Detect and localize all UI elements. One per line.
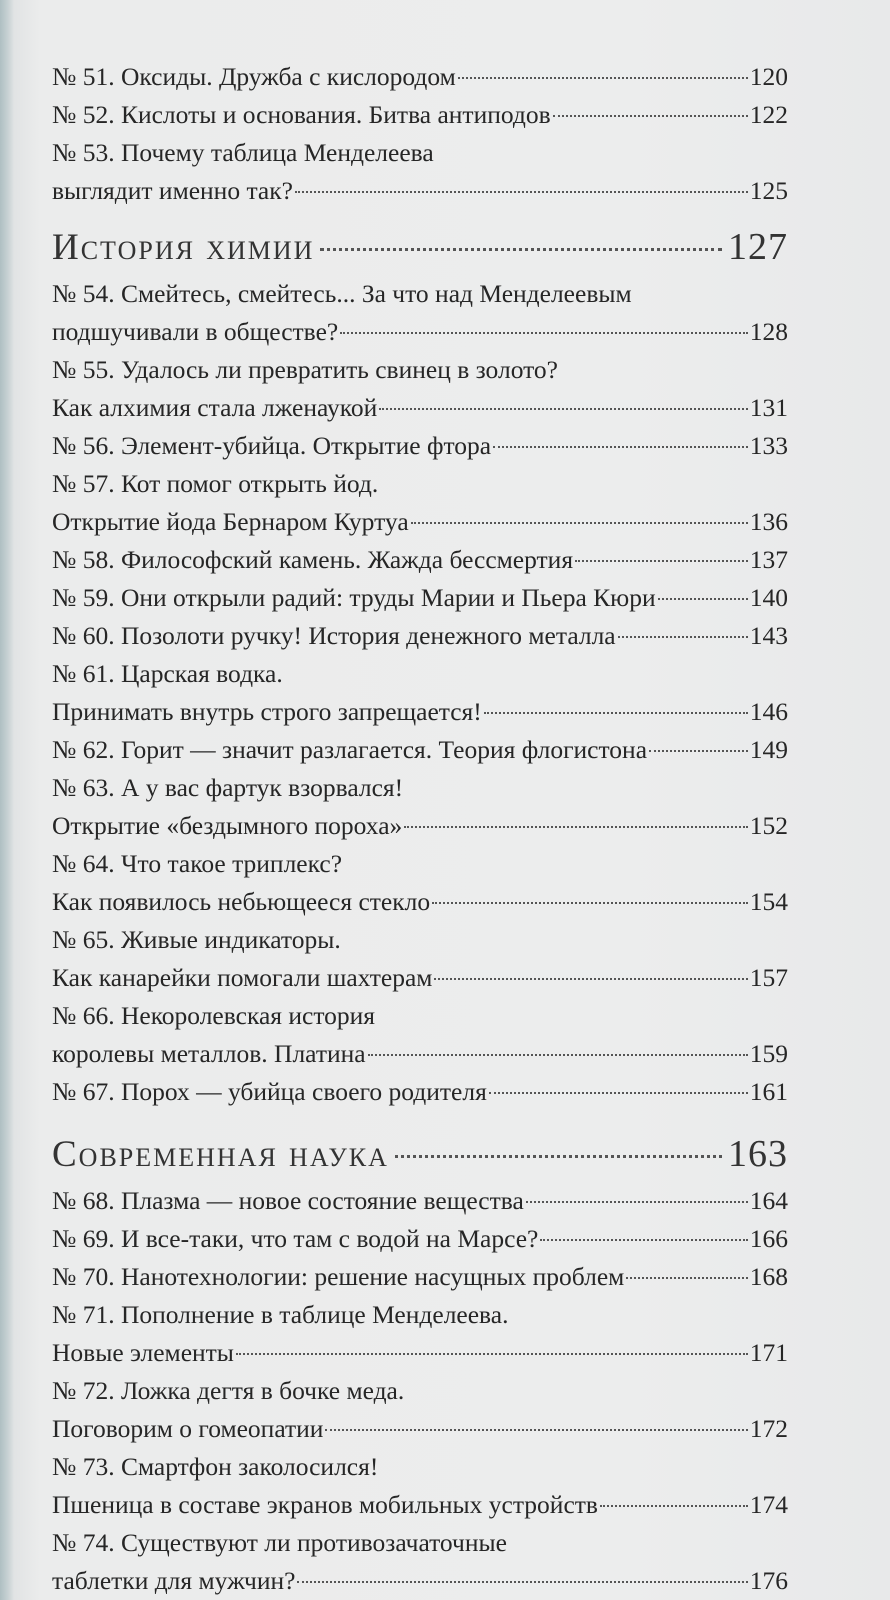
- toc-entry[interactable]: [52, 1296, 788, 1372]
- entry-title-line: № 66. Некоролевская история: [52, 1001, 376, 1030]
- entry-title-line: № 73. Смартфон заколосился!: [52, 1452, 379, 1481]
- toc-entry[interactable]: [52, 351, 788, 427]
- toc-entry[interactable]: [52, 579, 788, 617]
- page-number: 149: [749, 735, 788, 764]
- page-number: 157: [749, 963, 788, 992]
- leader-dots: [297, 1581, 747, 1583]
- page-number: 143: [749, 621, 788, 650]
- toc-entry[interactable]: [52, 96, 788, 134]
- entry-title: выглядит именно так?: [52, 176, 293, 205]
- leader-dots: [658, 598, 748, 600]
- toc-entry[interactable]: [52, 1073, 788, 1111]
- leader-dots: [618, 636, 748, 638]
- page-number: 164: [749, 1186, 788, 1215]
- entry-title: Как канарейки помогали шахтерам: [52, 963, 433, 992]
- entry-title: Как алхимия стала лженаукой: [52, 393, 378, 422]
- page-number: 152: [749, 811, 788, 840]
- leader-dots: [575, 560, 748, 562]
- toc-entry[interactable]: [52, 1220, 788, 1258]
- toc-entry[interactable]: [52, 465, 788, 541]
- leader-dots: [395, 1155, 722, 1158]
- toc-entry[interactable]: [52, 845, 788, 921]
- entry-title-line: № 55. Удалось ли превратить свинец в золото?: [52, 355, 558, 384]
- page-number: 159: [749, 1039, 788, 1068]
- toc-entry[interactable]: [52, 275, 788, 351]
- entry-title: № 68. Плазма — новое состояние вещества: [52, 1186, 524, 1215]
- leader-dots: [526, 1201, 748, 1203]
- leader-dots: [649, 750, 748, 752]
- page-number: 133: [749, 431, 788, 460]
- leader-dots: [540, 1239, 747, 1241]
- toc-entry[interactable]: [52, 921, 788, 997]
- entry-title: Открытие «бездымного пороха»: [52, 811, 403, 840]
- leader-dots: [236, 1353, 748, 1355]
- page-number: 140: [749, 583, 788, 612]
- leader-dots: [295, 191, 748, 193]
- toc-entry[interactable]: [52, 58, 788, 96]
- toc-entry[interactable]: [52, 1182, 788, 1220]
- leader-dots: [600, 1505, 748, 1507]
- section-page-number: 163: [728, 1133, 788, 1175]
- entry-title: Как появилось небьющееся стекло: [52, 887, 431, 916]
- section-title: История химии: [52, 227, 315, 268]
- page-edge: [0, 0, 14, 1600]
- page-number: 120: [749, 62, 788, 91]
- entry-title-line: № 53. Почему таблица Менделеева: [52, 138, 434, 167]
- toc-entry[interactable]: [52, 769, 788, 845]
- page-number: 161: [749, 1077, 788, 1106]
- leader-dots: [484, 712, 748, 714]
- entry-title-line: № 71. Пополнение в таблице Менделеева.: [52, 1300, 509, 1329]
- toc-entry[interactable]: [52, 617, 788, 655]
- toc-group-c: [52, 1182, 788, 1600]
- entry-title-line: № 61. Царская водка.: [52, 659, 283, 688]
- toc-entry[interactable]: [52, 731, 788, 769]
- entry-title-line: № 72. Ложка дегтя в бочке меда.: [52, 1376, 405, 1405]
- toc-entry[interactable]: [52, 427, 788, 465]
- toc-entry[interactable]: [52, 655, 788, 731]
- toc-group-a: [52, 58, 788, 210]
- entry-title: № 59. Они открыли радий: труды Марии и Пьера Кюри: [52, 583, 656, 612]
- entry-title-line: № 65. Живые индикаторы.: [52, 925, 341, 954]
- entry-title: № 58. Философский камень. Жажда бессмертия: [52, 545, 574, 574]
- entry-title: Новые элементы: [52, 1338, 234, 1367]
- entry-title: королевы металлов. Платина: [52, 1039, 366, 1068]
- entry-title: № 56. Элемент-убийца. Открытие фтора: [52, 431, 492, 460]
- entry-title: таблетки для мужчин?: [52, 1566, 296, 1595]
- entry-title: № 70. Нанотехнологии: решение насущных проблем: [52, 1262, 625, 1291]
- leader-dots: [432, 902, 748, 904]
- page-number: 154: [749, 887, 788, 916]
- entry-title: Принимать внутрь строго запрещается!: [52, 697, 482, 726]
- page-number: 172: [749, 1414, 788, 1443]
- section-page-number: 127: [728, 226, 788, 268]
- toc-entry[interactable]: [52, 1524, 788, 1600]
- leader-dots: [553, 115, 748, 117]
- leader-dots: [368, 1054, 748, 1056]
- leader-dots: [320, 248, 722, 251]
- page-number: 131: [749, 393, 788, 422]
- leader-dots: [434, 978, 747, 980]
- entry-title: № 52. Кислоты и основания. Битва антиподов: [52, 100, 551, 129]
- leader-dots: [493, 446, 748, 448]
- entry-title-line: № 63. А у вас фартук взорвался!: [52, 773, 404, 802]
- entry-title: Пшеница в составе экранов мобильных устройств: [52, 1490, 598, 1519]
- toc-entry[interactable]: [52, 1258, 788, 1296]
- page-number: 137: [749, 545, 788, 574]
- table-of-contents: [52, 58, 788, 1600]
- entry-title: № 60. Позолоти ручку! История денежного металла: [52, 621, 616, 650]
- page-number: 174: [749, 1490, 788, 1519]
- entry-title: Поговорим о гомеопатии: [52, 1414, 324, 1443]
- toc-group-b: [52, 275, 788, 1111]
- page-number: 125: [749, 176, 788, 205]
- page-number: 136: [749, 507, 788, 536]
- entry-title: № 67. Порох — убийца своего родителя: [52, 1077, 487, 1106]
- page-number: 171: [749, 1338, 788, 1367]
- leader-dots: [379, 408, 747, 410]
- entry-title: Открытие йода Бернаром Куртуа: [52, 507, 409, 536]
- leader-dots: [404, 826, 747, 828]
- section-heading-history: [52, 224, 788, 271]
- section-heading-modern: [52, 1131, 788, 1178]
- leader-dots: [489, 1092, 748, 1094]
- leader-dots: [411, 522, 748, 524]
- leader-dots: [458, 77, 748, 79]
- entry-title: № 62. Горит — значит разлагается. Теория флогистона: [52, 735, 648, 764]
- page-number: 128: [749, 317, 788, 346]
- page-number: 168: [749, 1262, 788, 1291]
- entry-title: № 51. Оксиды. Дружба с кислородом: [52, 62, 456, 91]
- entry-title-line: № 64. Что такое триплекс?: [52, 849, 343, 878]
- page-number: 146: [749, 697, 788, 726]
- toc-entry[interactable]: [52, 997, 788, 1073]
- page-number: 166: [749, 1224, 788, 1253]
- entry-title: подшучивали в обществе?: [52, 317, 339, 346]
- entry-title-line: № 74. Существуют ли противозачаточные: [52, 1528, 507, 1557]
- entry-title: № 69. И все-таки, что там с водой на Марсе?: [52, 1224, 539, 1253]
- page-number: 122: [749, 100, 788, 129]
- leader-dots: [325, 1429, 747, 1431]
- page-number: 176: [749, 1566, 788, 1595]
- leader-dots: [340, 332, 748, 334]
- toc-entry[interactable]: [52, 1448, 788, 1524]
- section-title: Современная наука: [52, 1134, 389, 1175]
- entry-title-line: № 54. Смейтесь, смейтесь... За что над Менделеевым: [52, 279, 632, 308]
- toc-entry[interactable]: [52, 541, 788, 579]
- entry-title-line: № 57. Кот помог открыть йод.: [52, 469, 379, 498]
- leader-dots: [626, 1277, 747, 1279]
- toc-entry[interactable]: [52, 134, 788, 210]
- toc-entry[interactable]: [52, 1372, 788, 1448]
